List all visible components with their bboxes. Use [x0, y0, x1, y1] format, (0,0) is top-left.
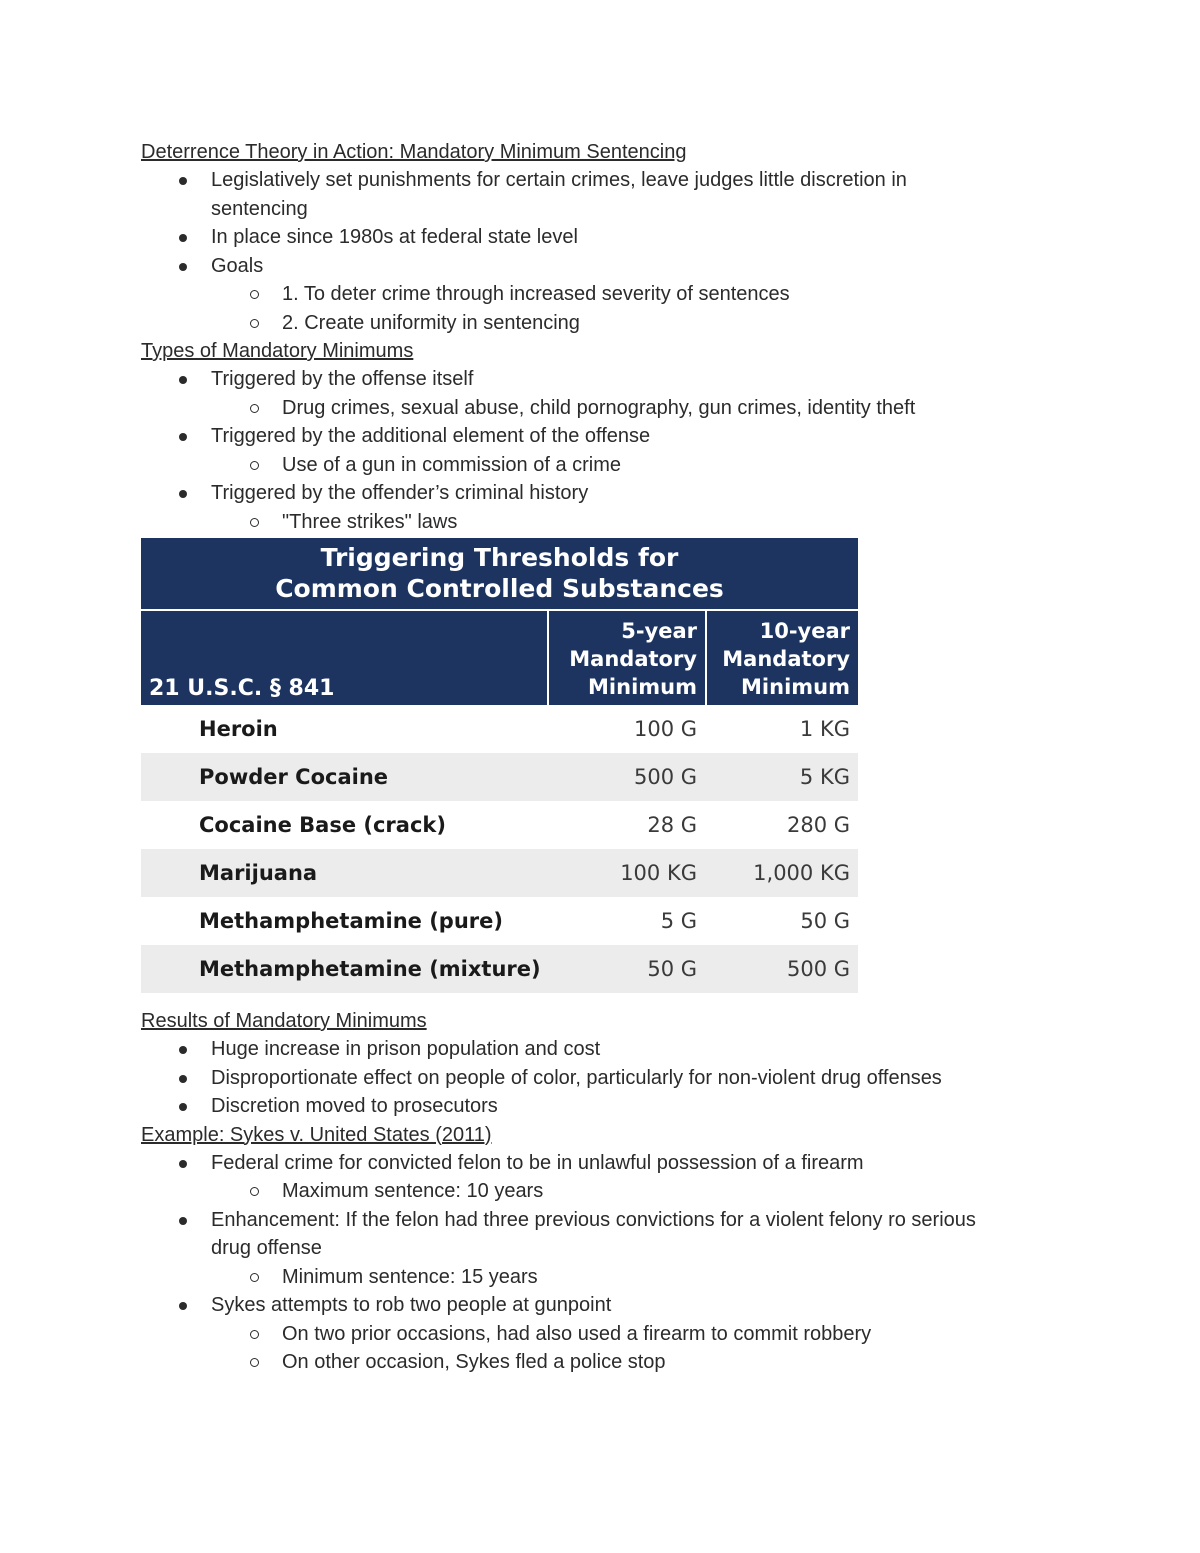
five-year-threshold: 28 G — [647, 813, 697, 837]
ten-year-threshold: 5 KG — [799, 765, 850, 789]
sub-list-item: 2. Create uniformity in sentencing — [141, 309, 1081, 338]
substance-name: Cocaine Base (crack) — [199, 813, 446, 837]
section-heading-types: Types of Mandatory Minimums — [141, 340, 414, 362]
sub-list-item: Drug crimes, sexual abuse, child pornography, gun crimes, identity theft — [141, 394, 1081, 423]
example-list — [141, 1149, 1081, 1377]
table-title-line1: Triggering Thresholds for — [320, 543, 679, 572]
ten-year-threshold: 1,000 KG — [753, 861, 850, 885]
list-item: Disproportionate effect on people of color, particularly for non-violent drug offenses — [141, 1064, 1081, 1093]
section-heading-results: Results of Mandatory Minimums — [141, 1010, 427, 1032]
sub-list-item: "Three strikes" laws — [141, 508, 1081, 537]
substance-name: Powder Cocaine — [199, 765, 389, 789]
ten-year-threshold: 500 G — [786, 957, 850, 981]
table-header-row — [141, 611, 858, 705]
ten-year-threshold: 280 G — [786, 813, 850, 837]
section-heading-example: Example: Sykes v. United States (2011) — [141, 1123, 492, 1146]
sub-list-item: Minimum sentence: 15 years — [141, 1263, 1081, 1292]
substance-name: Methamphetamine (pure) — [199, 909, 503, 933]
substance-name: Heroin — [199, 717, 278, 741]
substance-name: Marijuana — [199, 861, 318, 885]
list-item: In place since 1980s at federal state level — [141, 223, 1081, 252]
five-year-threshold: 100 G — [633, 717, 697, 741]
list-item: Federal crime for convicted felon to be in unlawful possession of a firearm — [141, 1149, 1081, 1178]
document — [141, 138, 1081, 1377]
deterrence-list — [141, 166, 1081, 337]
table-header-statute: 21 U.S.C. § 841 — [141, 611, 549, 705]
five-year-threshold: 50 G — [647, 957, 697, 981]
list-item: Triggered by the offense itself — [141, 365, 1081, 394]
ten-year-threshold: 1 KG — [799, 717, 850, 741]
ten-year-threshold: 50 G — [800, 909, 850, 933]
types-list — [141, 365, 1081, 536]
sub-list-item: On other occasion, Sykes fled a police stop — [141, 1348, 1081, 1377]
sub-list-item: 1. To deter crime through increased severity of sentences — [141, 280, 1081, 309]
table-row — [141, 897, 858, 945]
sub-list-item: On two prior occasions, had also used a firearm to commit robbery — [141, 1320, 1081, 1349]
five-year-threshold: 500 G — [633, 765, 697, 789]
list-item-continuation: drug offense — [211, 1237, 322, 1259]
sub-list-item: Use of a gun in commission of a crime — [141, 451, 1081, 480]
table-title — [141, 538, 858, 611]
table-row — [141, 705, 858, 753]
list-item-continuation: sentencing — [211, 197, 308, 220]
sub-list-item: Maximum sentence: 10 years — [141, 1177, 1081, 1206]
table-row — [141, 849, 858, 897]
list-item: Goals — [141, 252, 1081, 281]
list-item: Triggered by the additional element of the offense — [141, 422, 1081, 451]
table-row — [141, 945, 858, 993]
list-item: Triggered by the offender’s criminal history — [141, 479, 1081, 508]
section-heading-deterrence: Deterrence Theory in Action: Mandatory Minimum Sentencing — [141, 141, 687, 163]
five-year-threshold: 100 KG — [620, 861, 697, 885]
five-year-threshold: 5 G — [660, 909, 697, 933]
table-title-line2: Common Controlled Substances — [275, 574, 724, 603]
substance-name: Methamphetamine (mixture) — [199, 957, 541, 981]
list-item: Enhancement: If the felon had three previous convictions for a violent felony ro serious — [141, 1206, 1081, 1235]
results-list — [141, 1035, 1081, 1121]
table-header-10-year: 10-year Mandatory Minimum — [722, 619, 850, 699]
list-item: Legislatively set punishments for certain crimes, leave judges little discretion in — [141, 166, 1081, 195]
table-row — [141, 753, 858, 801]
table-row — [141, 801, 858, 849]
table-header-5-year: 5-year Mandatory Minimum — [549, 611, 707, 705]
list-item: Huge increase in prison population and cost — [141, 1035, 1081, 1064]
list-item: Sykes attempts to rob two people at gunpoint — [141, 1291, 1081, 1320]
list-item: Discretion moved to prosecutors — [141, 1092, 1081, 1121]
thresholds-table — [141, 538, 858, 993]
